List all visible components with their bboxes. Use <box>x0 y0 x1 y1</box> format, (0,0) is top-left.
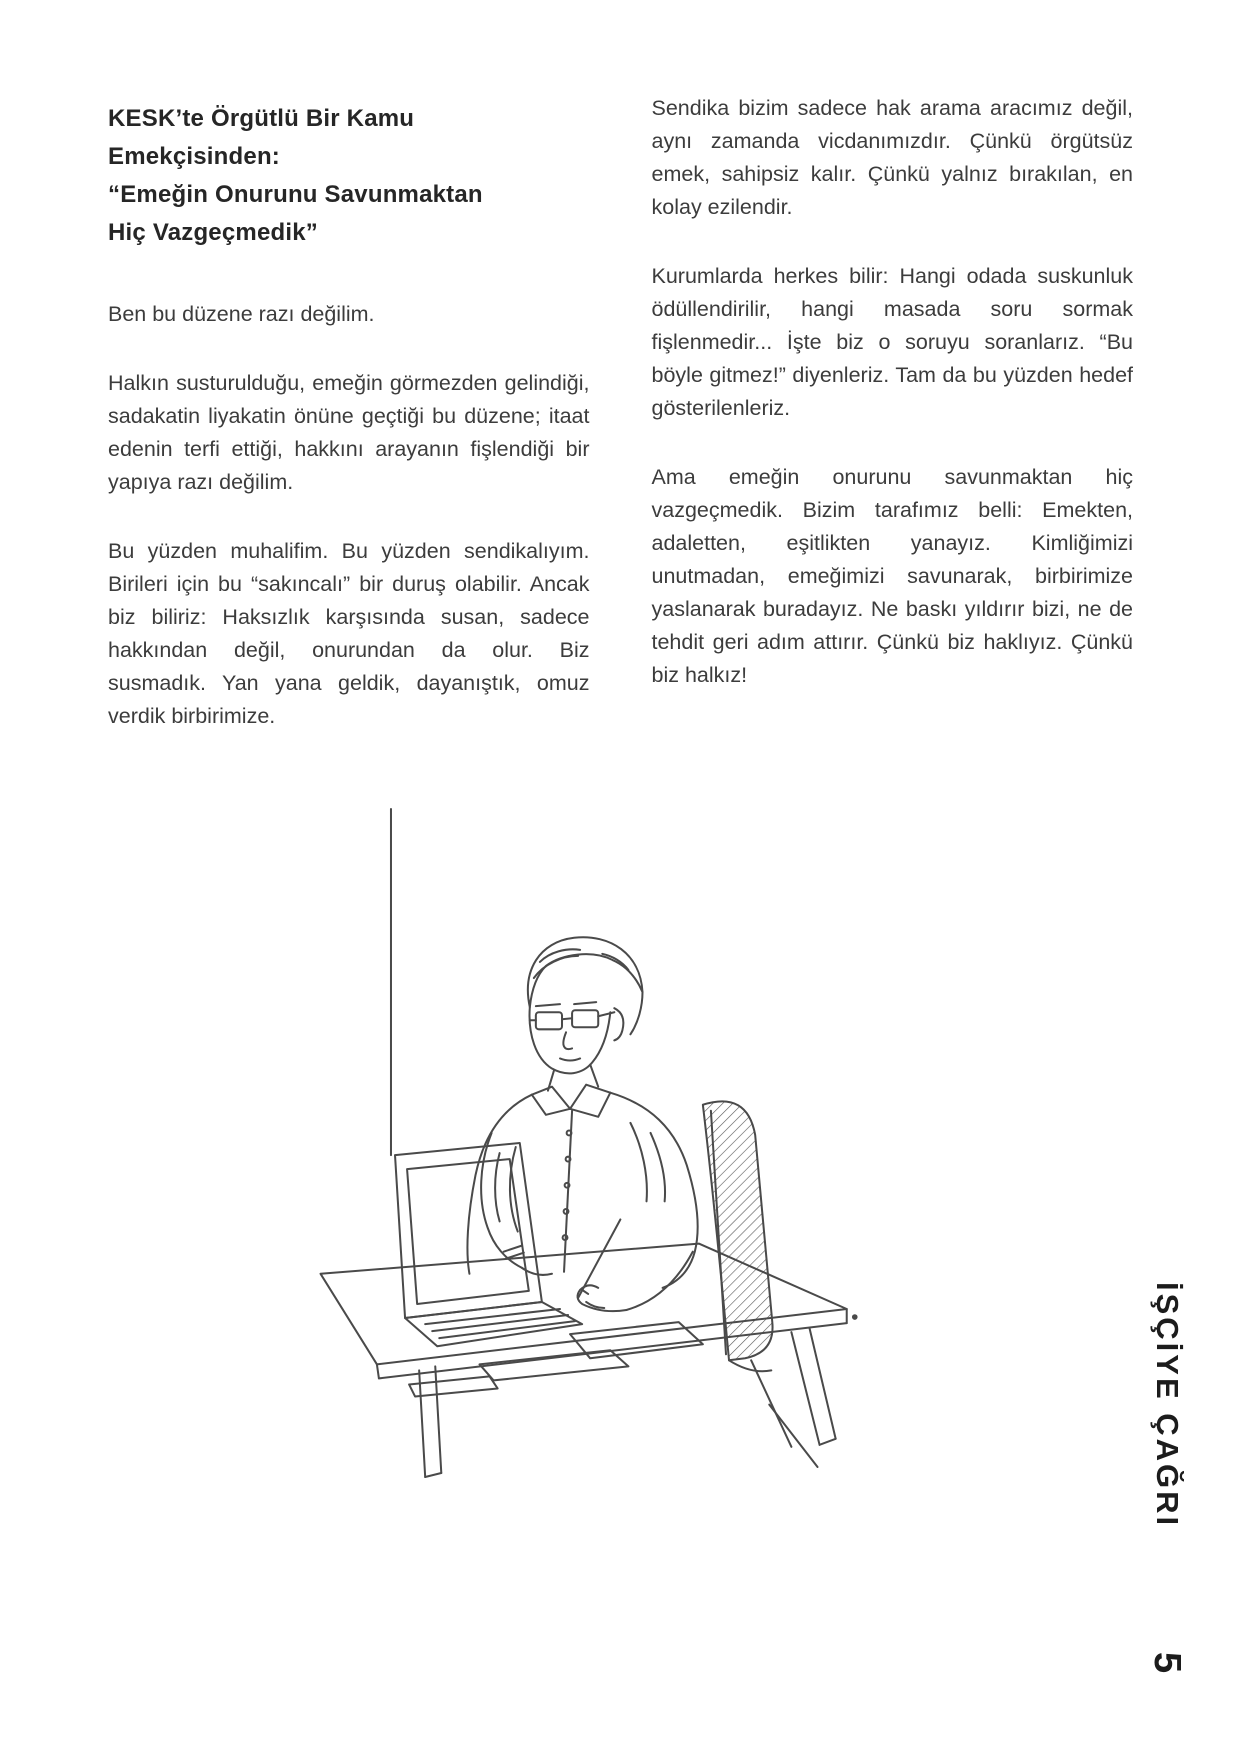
watch <box>504 1246 522 1252</box>
paragraph: Bu yüzden muhalifim. Bu yüzden sendikalıyım. Birileri için bu “sakıncalı” bir duruş olabilir. Ancak biz biliriz: Haksızlık karşısında susan, sadece hakkından değil, onurundan da olur. Biz susmadık. Yan yana geldik, dayanıştık, omuz verdik birbirimize. <box>108 539 590 728</box>
heading-line: “Emeğin Onurunu Savunmaktan <box>108 181 483 208</box>
left-column <box>108 92 590 733</box>
right-column <box>652 92 1134 733</box>
ink-dot <box>853 1315 857 1319</box>
mouth <box>560 1058 580 1060</box>
hair <box>528 937 643 1007</box>
heading-line: KESK’te Örgütlü Bir Kamu <box>108 105 415 132</box>
page-number: 5 <box>1146 1652 1188 1674</box>
article-heading <box>108 100 590 252</box>
chair-leg <box>769 1405 817 1467</box>
nose <box>563 1032 572 1049</box>
ear <box>614 1008 623 1040</box>
glasses-left-lens <box>536 1012 562 1029</box>
chair-leg <box>751 1360 791 1447</box>
line-drawing <box>228 798 892 1488</box>
vertical-section-title: İŞÇİYE ÇAĞRI <box>1150 1282 1185 1529</box>
glasses-right-lens <box>572 1010 598 1027</box>
heading-line: Hiç Vazgeçmedik” <box>108 219 318 246</box>
paragraph: Sendika bizim sadece hak arama aracımız değil, aynı zamanda vicdanımızdır. Çünkü örgütsüz emek, sahipsiz kalır. Çünkü yalnız bırakılan, en kolay ezilendir. <box>651 96 1133 219</box>
heading-line: Emekçisinden: <box>108 143 280 170</box>
man-writing-at-desk-illustration <box>228 798 892 1488</box>
right-forearm <box>626 1252 692 1310</box>
desk-leg <box>419 1370 425 1477</box>
paragraph: Ama emeğin onurunu savunmaktan hiç vazgeçmedik. Bizim tarafımız belli: Emekten, adaletten, eşitlikten yanayız. Kimliğimizi unutmadan, emeğimizi savunarak, birbirimize yaslanarak buradayız. Ne baskı yıldırır bizi, ne de tehdit geri adım attırır. Çünkü biz haklıyız. Çünkü biz halkız! <box>651 465 1133 687</box>
pen <box>578 1219 620 1297</box>
article-body <box>108 92 1133 733</box>
paragraph: Halkın susturulduğu, emeğin görmezden gelindiği, sadakatin liyakatin önüne geçtiği bu düzene; itaat edenin terfi ettiği, hakkını arayanın fişlendiği bir yapıya razı değilim. <box>108 371 590 494</box>
collar <box>532 1085 610 1109</box>
paper-sheet <box>409 1376 498 1396</box>
paper-sheet <box>480 1350 629 1380</box>
paragraph: Kurumlarda herkes bilir: Hangi odada suskunluk ödüllendirilir, hangi masada soru sormak fişlenmedir... İşte biz o soruyu soranlarız. “Bu böyle gitmez!” diyenleriz. Tam da bu yüzden hedef gösterilenleriz. <box>651 264 1133 420</box>
paragraph: Ben bu düzene razı değilim. <box>108 302 375 326</box>
